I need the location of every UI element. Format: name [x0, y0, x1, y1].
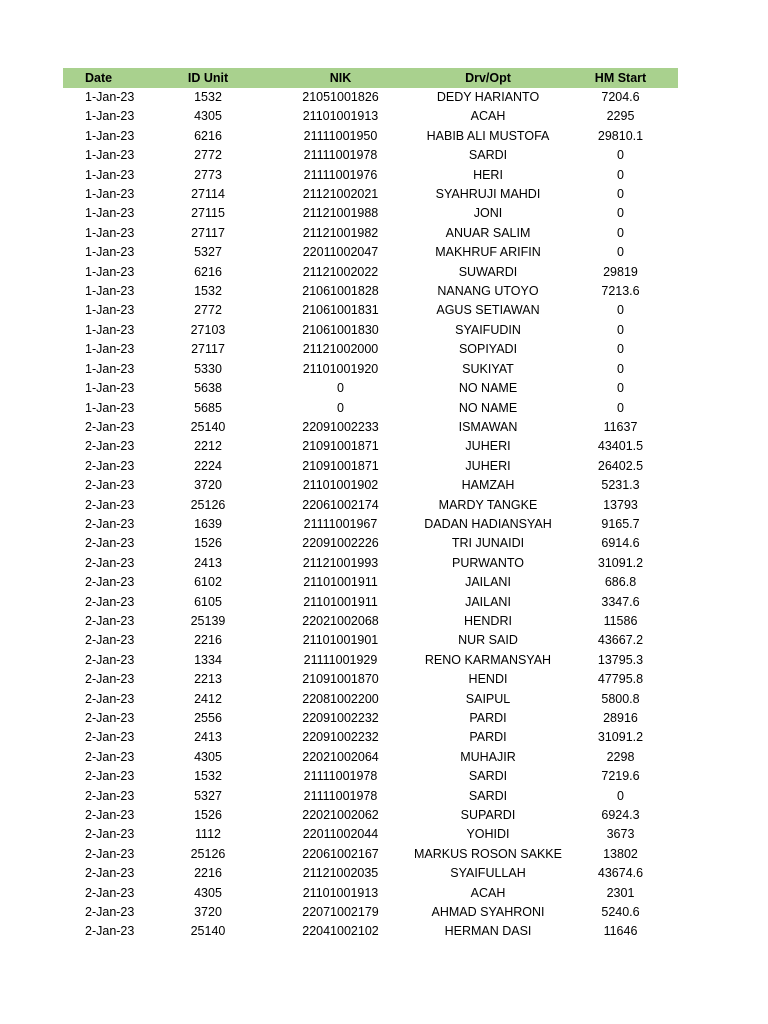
- cell-nik: 21121001988: [302, 206, 379, 221]
- cell-hm-start: 43667.2: [597, 633, 644, 648]
- cell-date: 1-Jan-23: [85, 361, 135, 376]
- cell-date: 2-Jan-23: [85, 652, 135, 667]
- cell-hm-start: 11637: [603, 419, 638, 434]
- cell-date: 1-Jan-23: [85, 225, 135, 240]
- cell-date: 2-Jan-23: [85, 516, 135, 531]
- cell-nik: 21111001976: [303, 167, 378, 182]
- cell-id-unit: 25126: [190, 497, 226, 512]
- table-row: [63, 787, 678, 806]
- cell-hm-start: 7213.6: [601, 284, 640, 299]
- cell-id-unit: 5327: [194, 245, 222, 260]
- cell-date: 2-Jan-23: [85, 575, 135, 590]
- cell-nik: 22091002233: [302, 419, 379, 434]
- cell-hm-start: 2298: [606, 749, 635, 764]
- cell-date: 1-Jan-23: [85, 303, 135, 318]
- cell-drv-opt: SUPARDI: [460, 808, 516, 823]
- cell-drv-opt: MARDY TANGKE: [438, 497, 538, 512]
- cell-id-unit: 4305: [194, 109, 222, 124]
- table-row: [63, 496, 678, 515]
- cell-date: 2-Jan-23: [85, 613, 135, 628]
- cell-date: 2-Jan-23: [85, 885, 135, 900]
- cell-hm-start: 7219.6: [601, 769, 640, 784]
- cell-hm-start: 6914.6: [601, 536, 640, 551]
- cell-id-unit: 2773: [194, 167, 222, 182]
- cell-drv-opt: HENDI: [468, 672, 508, 687]
- cell-date: 1-Jan-23: [85, 206, 135, 221]
- table-row: [63, 321, 678, 340]
- cell-id-unit: 3720: [194, 905, 222, 920]
- cell-drv-opt: MAKHRUF ARIFIN: [435, 245, 541, 260]
- cell-hm-start: 0: [617, 342, 624, 357]
- cell-hm-start: 5231.3: [601, 478, 640, 493]
- cell-date: 2-Jan-23: [85, 749, 135, 764]
- cell-nik: 0: [337, 400, 344, 415]
- table-row: [63, 476, 678, 495]
- table-row: [63, 728, 678, 747]
- cell-id-unit: 25139: [190, 613, 226, 628]
- table-row: [63, 884, 678, 903]
- cell-hm-start: 29819: [603, 264, 638, 279]
- cell-nik: 21121002021: [302, 187, 379, 202]
- cell-nik: 21101001913: [302, 109, 379, 124]
- table-row: [63, 825, 678, 844]
- cell-id-unit: 27115: [191, 206, 225, 221]
- cell-drv-opt: SARDI: [468, 769, 508, 784]
- cell-nik: 22091002226: [302, 536, 379, 551]
- cell-drv-opt: SYAHRUJI MAHDI: [435, 187, 541, 202]
- cell-hm-start: 47795.8: [597, 672, 644, 687]
- table-row: [63, 651, 678, 670]
- cell-date: 1-Jan-23: [85, 284, 135, 299]
- cell-nik: 21101001901: [302, 633, 379, 648]
- cell-nik: 21101001911: [303, 575, 378, 590]
- cell-id-unit: 1532: [194, 90, 222, 104]
- cell-nik: 21111001978: [303, 788, 378, 803]
- cell-id-unit: 1112: [195, 827, 221, 842]
- cell-drv-opt: JONI: [473, 206, 503, 221]
- cell-hm-start: 3347.6: [601, 594, 640, 609]
- cell-nik: 22091002232: [302, 711, 379, 725]
- cell-hm-start: 13793: [603, 497, 638, 512]
- cell-date: 2-Jan-23: [85, 788, 135, 803]
- cell-date: 2-Jan-23: [85, 808, 135, 823]
- header-nik: NIK: [329, 71, 352, 85]
- cell-drv-opt: NUR SAID: [458, 633, 518, 648]
- cell-id-unit: 1639: [194, 516, 222, 531]
- cell-drv-opt: JAILANI: [465, 594, 511, 609]
- header-id-unit: ID Unit: [187, 71, 229, 85]
- cell-drv-opt: AHMAD SYAHRONI: [431, 905, 545, 920]
- cell-nik: 22021002062: [302, 808, 379, 823]
- header-hm-start: HM Start: [594, 71, 647, 85]
- table-row: [63, 709, 678, 728]
- cell-nik: 22011002047: [302, 245, 379, 260]
- cell-drv-opt: SYAIFULLAH: [450, 866, 526, 881]
- cell-hm-start: 0: [617, 206, 624, 221]
- cell-id-unit: 5638: [194, 381, 222, 396]
- table-row: [63, 864, 678, 883]
- cell-drv-opt: ISMAWAN: [458, 419, 518, 434]
- cell-drv-opt: SARDI: [468, 788, 508, 803]
- cell-drv-opt: PURWANTO: [452, 555, 524, 570]
- unit-hm-table: [63, 68, 678, 942]
- table-row: [63, 554, 678, 573]
- cell-id-unit: 5330: [194, 361, 222, 376]
- cell-drv-opt: SOPIYADI: [458, 342, 518, 357]
- cell-date: 2-Jan-23: [85, 555, 135, 570]
- cell-date: 1-Jan-23: [85, 90, 135, 104]
- cell-date: 1-Jan-23: [85, 342, 135, 357]
- cell-hm-start: 43401.5: [597, 439, 644, 454]
- cell-hm-start: 31091.2: [597, 555, 644, 570]
- cell-drv-opt: AGUS SETIAWAN: [436, 303, 540, 318]
- cell-nik: 21101001920: [302, 361, 379, 376]
- cell-drv-opt: DADAN HADIANSYAH: [424, 516, 552, 531]
- cell-drv-opt: HAMZAH: [461, 478, 515, 493]
- cell-id-unit: 25126: [190, 846, 226, 861]
- cell-id-unit: 2413: [194, 555, 222, 570]
- cell-id-unit: 6105: [194, 594, 222, 609]
- table-row: [63, 127, 678, 146]
- cell-hm-start: 0: [617, 148, 624, 163]
- cell-id-unit: 1532: [194, 284, 222, 299]
- cell-nik: 21091001870: [302, 672, 379, 687]
- cell-id-unit: 4305: [194, 885, 222, 900]
- cell-nik: 22061002174: [302, 497, 379, 512]
- table-row: [63, 418, 678, 437]
- cell-hm-start: 0: [617, 225, 624, 240]
- cell-drv-opt: SUWARDI: [458, 264, 518, 279]
- cell-hm-start: 13795.3: [597, 652, 644, 667]
- cell-nik: 21111001978: [303, 148, 378, 163]
- table-body: [63, 88, 678, 942]
- table-row: [63, 185, 678, 204]
- cell-date: 1-Jan-23: [85, 167, 135, 182]
- cell-id-unit: 5327: [194, 788, 222, 803]
- cell-id-unit: 5685: [194, 400, 222, 415]
- cell-drv-opt: HENDRI: [464, 613, 512, 628]
- cell-nik: 22021002064: [302, 749, 379, 764]
- cell-date: 1-Jan-23: [85, 148, 135, 163]
- cell-nik: 22041002102: [302, 924, 379, 939]
- cell-hm-start: 26402.5: [597, 458, 644, 473]
- cell-nik: 21091001871: [302, 439, 379, 454]
- cell-date: 1-Jan-23: [85, 264, 135, 279]
- cell-hm-start: 43674.6: [597, 866, 644, 881]
- cell-date: 2-Jan-23: [85, 458, 135, 473]
- cell-drv-opt: MUHAJIR: [460, 749, 516, 764]
- cell-date: 2-Jan-23: [85, 924, 135, 939]
- header-date: Date: [85, 71, 113, 85]
- cell-nik: 22011002044: [302, 827, 379, 842]
- cell-hm-start: 0: [617, 187, 624, 202]
- cell-date: 2-Jan-23: [85, 497, 135, 512]
- cell-date: 2-Jan-23: [85, 769, 135, 784]
- table-row: [63, 612, 678, 631]
- cell-date: 2-Jan-23: [85, 439, 135, 454]
- cell-nik: 21091001871: [302, 458, 379, 473]
- cell-date: 1-Jan-23: [85, 109, 135, 124]
- cell-drv-opt: NANANG UTOYO: [437, 284, 539, 299]
- cell-hm-start: 6924.3: [601, 808, 640, 823]
- table-row: [63, 457, 678, 476]
- table-row: [63, 573, 678, 592]
- table-row: [63, 399, 678, 418]
- cell-id-unit: 2213: [194, 672, 222, 687]
- cell-hm-start: 686.8: [604, 575, 637, 590]
- cell-drv-opt: DEDY HARIANTO: [436, 90, 540, 104]
- cell-date: 2-Jan-23: [85, 633, 135, 648]
- cell-hm-start: 0: [617, 381, 624, 396]
- cell-drv-opt: HABIB ALI MUSTOFA: [426, 128, 550, 143]
- table-row: [63, 224, 678, 243]
- table-row: [63, 166, 678, 185]
- cell-id-unit: 1526: [194, 536, 222, 551]
- cell-nik: 21061001828: [302, 284, 379, 299]
- header-drv-opt: Drv/Opt: [465, 71, 511, 85]
- cell-hm-start: 0: [617, 788, 624, 803]
- cell-nik: 22081002200: [302, 691, 379, 706]
- cell-drv-opt: YOHIDI: [466, 827, 510, 842]
- table-row: [63, 534, 678, 553]
- cell-hm-start: 5240.6: [601, 905, 640, 920]
- cell-nik: 22071002179: [302, 905, 379, 920]
- table-row: [63, 340, 678, 359]
- cell-hm-start: 28916: [603, 711, 638, 725]
- cell-id-unit: 2772: [194, 148, 222, 163]
- cell-drv-opt: PARDI: [469, 730, 507, 745]
- cell-date: 1-Jan-23: [85, 187, 135, 202]
- table-row: [63, 88, 678, 107]
- cell-id-unit: 27103: [190, 322, 226, 337]
- header-row: [63, 68, 678, 88]
- cell-drv-opt: MARKUS ROSON SAKKE: [414, 846, 562, 861]
- table-row: [63, 631, 678, 650]
- cell-date: 1-Jan-23: [85, 322, 135, 337]
- cell-id-unit: 1526: [194, 808, 222, 823]
- table-row: [63, 690, 678, 709]
- cell-hm-start: 3673: [606, 827, 635, 842]
- cell-hm-start: 0: [617, 400, 624, 415]
- cell-drv-opt: HERI: [473, 167, 503, 182]
- table-row: [63, 204, 678, 223]
- cell-id-unit: 6216: [194, 264, 222, 279]
- table-row: [63, 243, 678, 262]
- cell-id-unit: 2212: [194, 439, 222, 454]
- cell-hm-start: 13802: [603, 846, 638, 861]
- cell-nik: 22061002167: [302, 846, 379, 861]
- cell-id-unit: 25140: [190, 419, 226, 434]
- cell-date: 2-Jan-23: [85, 691, 135, 706]
- cell-hm-start: 2295: [606, 109, 635, 124]
- cell-nik: 22091002232: [302, 730, 379, 745]
- cell-nik: 21061001830: [302, 322, 379, 337]
- cell-date: 1-Jan-23: [85, 128, 135, 143]
- table-row: [63, 593, 678, 612]
- table-row: [63, 515, 678, 534]
- cell-nik: 21061001831: [302, 303, 379, 318]
- cell-id-unit: 4305: [194, 749, 222, 764]
- table-row: [63, 301, 678, 320]
- cell-nik: 21101001911: [303, 594, 378, 609]
- cell-hm-start: 0: [617, 167, 624, 182]
- cell-drv-opt: HERMAN DASI: [444, 924, 532, 939]
- cell-id-unit: 2412: [194, 691, 222, 706]
- cell-id-unit: 2772: [194, 303, 222, 318]
- cell-hm-start: 11646: [603, 924, 638, 939]
- cell-hm-start: 2301: [606, 885, 635, 900]
- cell-date: 2-Jan-23: [85, 866, 135, 881]
- cell-date: 2-Jan-23: [85, 905, 135, 920]
- cell-id-unit: 6216: [194, 128, 222, 143]
- table-row: [63, 263, 678, 282]
- cell-hm-start: 29810.1: [597, 128, 644, 143]
- cell-id-unit: 27114: [191, 187, 225, 202]
- cell-date: 2-Jan-23: [85, 419, 135, 434]
- cell-date: 2-Jan-23: [85, 730, 135, 745]
- table-row: [63, 845, 678, 864]
- table-row: [63, 903, 678, 922]
- cell-date: 2-Jan-23: [85, 827, 135, 842]
- cell-id-unit: 1334: [194, 652, 222, 667]
- cell-hm-start: 0: [617, 361, 624, 376]
- cell-id-unit: 3720: [194, 478, 222, 493]
- cell-date: 2-Jan-23: [85, 478, 135, 493]
- cell-drv-opt: ANUAR SALIM: [445, 225, 531, 240]
- cell-drv-opt: SARDI: [468, 148, 508, 163]
- table-row: [63, 806, 678, 825]
- cell-drv-opt: JUHERI: [465, 439, 511, 454]
- cell-nik: 21111001950: [303, 128, 378, 143]
- cell-drv-opt: NO NAME: [458, 381, 518, 396]
- cell-nik: 22021002068: [302, 613, 379, 628]
- cell-drv-opt: JAILANI: [465, 575, 511, 590]
- cell-nik: 21101001902: [302, 478, 379, 493]
- cell-nik: 21121001993: [302, 555, 379, 570]
- cell-id-unit: 1532: [194, 769, 222, 784]
- table-row: [63, 748, 678, 767]
- cell-drv-opt: PARDI: [469, 711, 507, 725]
- cell-nik: 21121001982: [302, 225, 379, 240]
- cell-hm-start: 5800.8: [601, 691, 640, 706]
- cell-nik: 21111001967: [303, 516, 378, 531]
- cell-hm-start: 9165.7: [601, 516, 640, 531]
- table-row: [63, 107, 678, 126]
- cell-nik: 21111001929: [303, 652, 378, 667]
- cell-date: 2-Jan-23: [85, 846, 135, 861]
- cell-nik: 0: [337, 381, 344, 396]
- table-row: [63, 282, 678, 301]
- cell-nik: 21121002000: [302, 342, 379, 357]
- cell-drv-opt: ACAH: [470, 885, 506, 900]
- table-row: [63, 922, 678, 941]
- table-row: [63, 670, 678, 689]
- cell-date: 2-Jan-23: [85, 536, 135, 551]
- table-row: [63, 379, 678, 398]
- table-row: [63, 146, 678, 165]
- cell-id-unit: 2556: [194, 711, 222, 725]
- cell-date: 2-Jan-23: [85, 672, 135, 687]
- cell-date: 1-Jan-23: [85, 400, 135, 415]
- table-row: [63, 360, 678, 379]
- cell-id-unit: 2413: [194, 730, 222, 745]
- cell-date: 2-Jan-23: [85, 594, 135, 609]
- cell-hm-start: 0: [617, 245, 624, 260]
- cell-drv-opt: JUHERI: [465, 458, 511, 473]
- cell-id-unit: 27117: [191, 225, 225, 240]
- cell-drv-opt: ACAH: [470, 109, 506, 124]
- cell-nik: 21051001826: [302, 90, 379, 104]
- cell-id-unit: 2216: [194, 866, 222, 881]
- cell-id-unit: 25140: [190, 924, 226, 939]
- table-row: [63, 767, 678, 786]
- cell-hm-start: 7204.6: [601, 90, 640, 104]
- cell-id-unit: 6102: [194, 575, 222, 590]
- cell-nik: 21101001913: [302, 885, 379, 900]
- data-sheet: [63, 68, 678, 942]
- cell-hm-start: 0: [617, 303, 624, 318]
- cell-hm-start: 31091.2: [597, 730, 644, 745]
- cell-id-unit: 2224: [194, 458, 222, 473]
- cell-drv-opt: SYAIFUDIN: [455, 322, 521, 337]
- cell-date: 1-Jan-23: [85, 245, 135, 260]
- cell-nik: 21121002022: [302, 264, 379, 279]
- cell-drv-opt: SAIPUL: [465, 691, 511, 706]
- cell-hm-start: 0: [617, 322, 624, 337]
- cell-drv-opt: NO NAME: [458, 400, 518, 415]
- cell-date: 2-Jan-23: [85, 711, 135, 725]
- cell-id-unit: 27117: [191, 342, 225, 357]
- cell-hm-start: 11586: [603, 613, 638, 628]
- cell-id-unit: 2216: [194, 633, 222, 648]
- cell-drv-opt: SUKIYAT: [462, 361, 514, 376]
- cell-nik: 21111001978: [303, 769, 378, 784]
- cell-drv-opt: TRI JUNAIDI: [451, 536, 525, 551]
- cell-drv-opt: RENO KARMANSYAH: [424, 652, 552, 667]
- cell-nik: 21121002035: [302, 866, 379, 881]
- cell-date: 1-Jan-23: [85, 381, 135, 396]
- table-row: [63, 437, 678, 456]
